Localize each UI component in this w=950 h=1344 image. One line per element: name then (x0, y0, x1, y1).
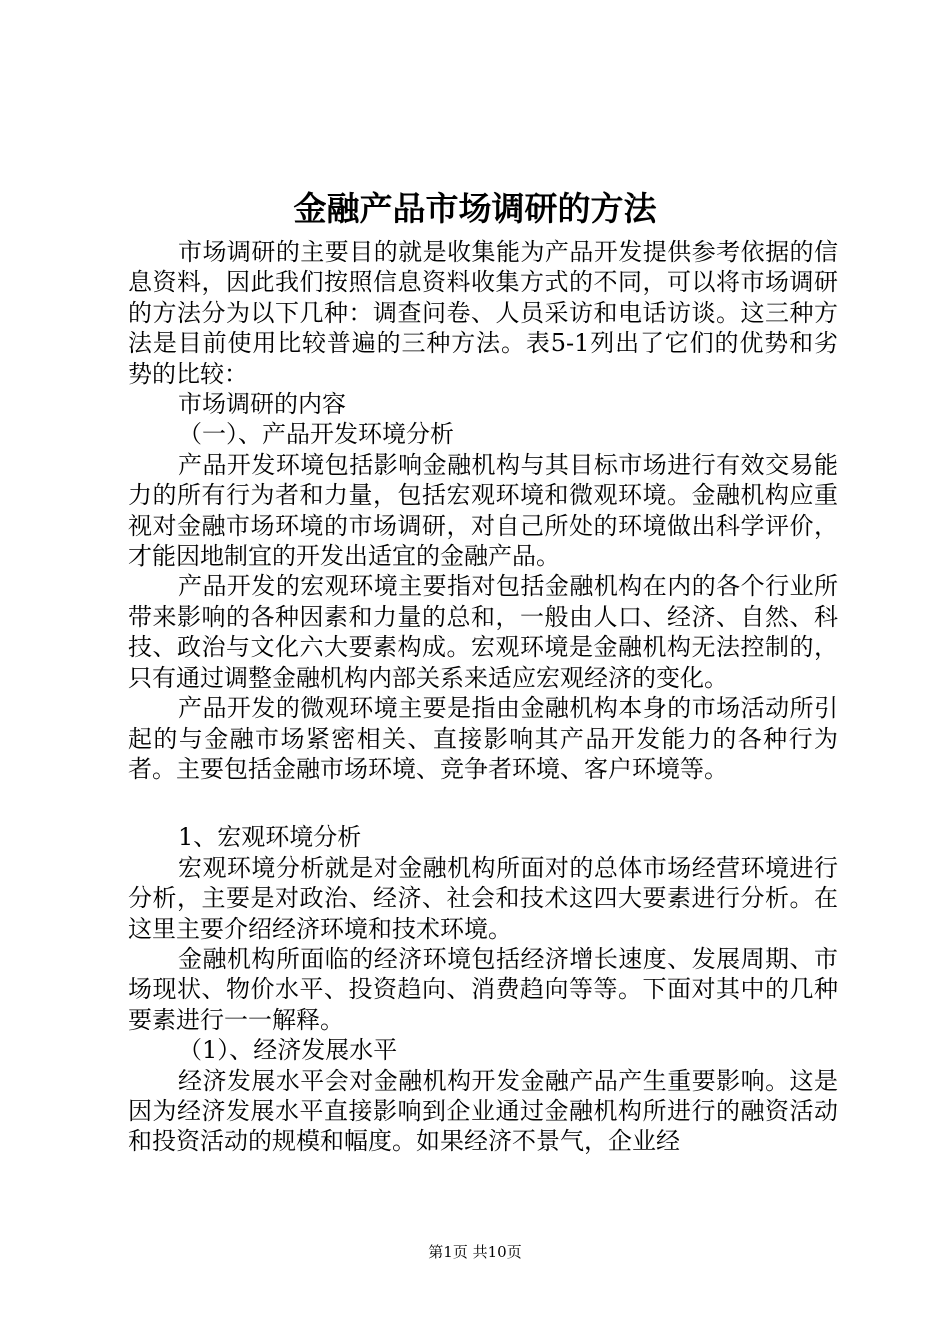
paragraph-product-environment: 产品开发环境包括影响金融机构与其目标市场进行有效交易能力的所有行为者和力量，包括宏观环境和微观环境。金融机构应重视对金融市场环境的市场调研，对自己所处的环境做出科学评价，才能因地制宜的开发出适宜的金融产品。 (128, 450, 838, 571)
section-heading-content: 市场调研的内容 (178, 390, 346, 419)
paragraph-intro: 市场调研的主要目的就是收集能为产品开发提供参考依据的信息资料，因此我们按照信息资料收集方式的不同，可以将市场调研的方法分为以下几种：调查问卷、人员采访和电话访谈。这三种方法是目前使用比较普遍的三种方法。表5-1列出了它们的优势和劣势的比较： (128, 238, 838, 388)
paragraph-economic-environment: 金融机构所面临的经济环境包括经济增长速度、发展周期、市场现状、物价水平、投资趋向、消费趋向等等。下面对其中的几种要素进行一一解释。 (128, 944, 838, 1034)
section-heading-macro-analysis: 1、宏观环境分析 (178, 823, 362, 852)
paragraph-macro-analysis: 宏观环境分析就是对金融机构所面对的总体市场经营环境进行分析，主要是对政治、经济、社会和技术这四大要素进行分析。在这里主要介绍经济环境和技术环境。 (128, 853, 838, 943)
document-title: 金融产品市场调研的方法 (293, 189, 657, 228)
paragraph-micro-environment: 产品开发的微观环境主要是指由金融机构本身的市场活动所引起的与金融市场紧密相关、直接影响其产品开发能力的各种行为者。主要包括金融市场环境、竞争者环境、客户环境等。 (128, 694, 838, 783)
paragraph-spacer (128, 784, 838, 822)
paragraph-macro-environment: 产品开发的宏观环境主要指对包括金融机构在内的各个行业所带来影响的各种因素和力量的总和，一般由人口、经济、自然、科技、政治与文化六大要素构成。宏观环境是金融机构无法控制的，只有通过调整金融机构内部关系来适应宏观经济的变化。 (128, 572, 838, 692)
paragraph-economic-level: 经济发展水平会对金融机构开发金融产品产生重要影响。这是因为经济发展水平直接影响到企业通过金融机构所进行的融资活动和投资活动的规模和幅度。如果经济不景气，企业经 (128, 1066, 838, 1156)
section-heading-economic-level: （1）、经济发展水平 (178, 1036, 398, 1065)
section-heading-product-environment: （一）、产品开发环境分析 (178, 420, 454, 449)
page-footer: 第1页 共10页 (428, 1243, 522, 1261)
document-body (128, 237, 838, 1157)
